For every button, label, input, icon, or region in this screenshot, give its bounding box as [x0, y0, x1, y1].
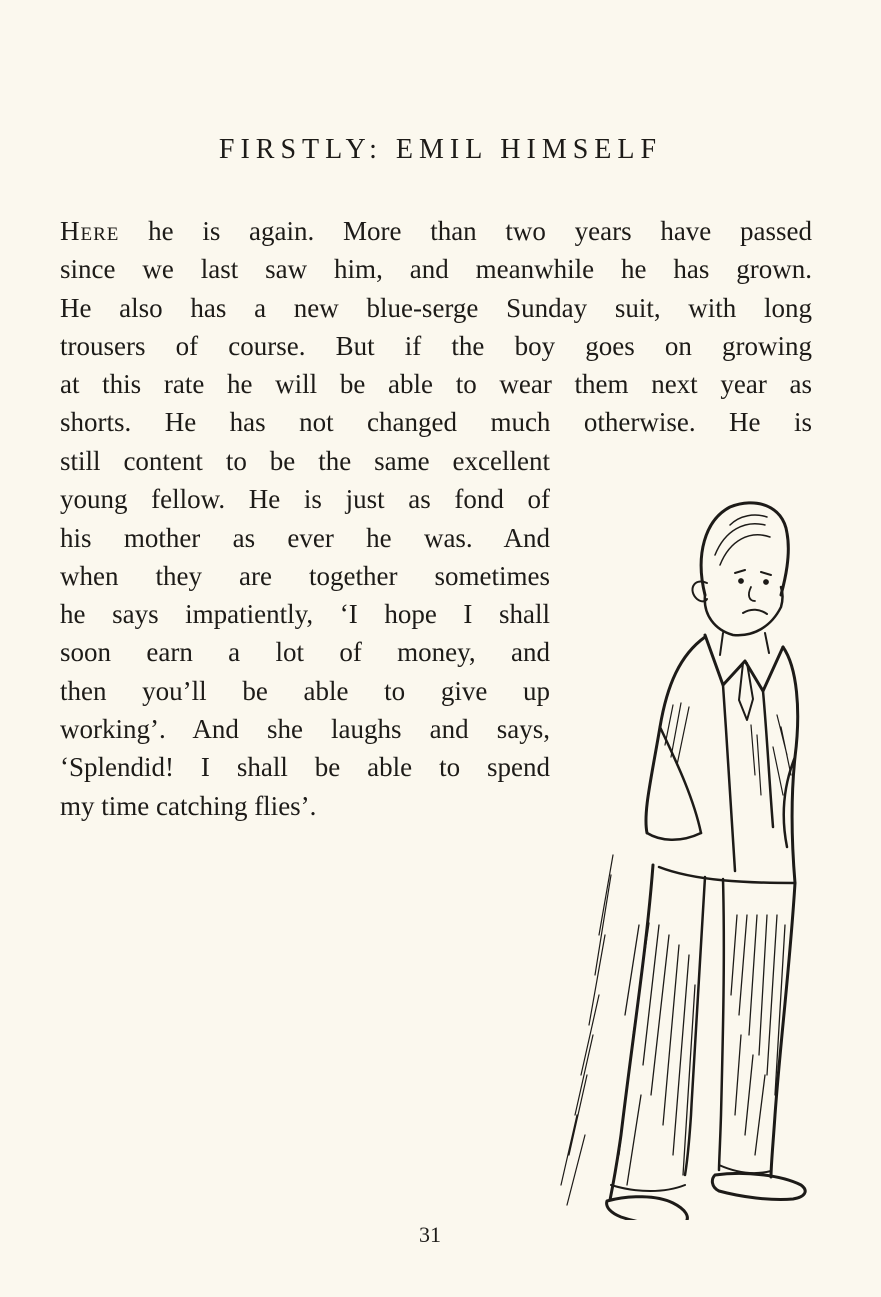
- text-line: ‘Splendid! I shall be able to spend: [60, 752, 550, 783]
- first-line-text: he is again. More than two years have passed: [119, 216, 812, 246]
- text-line: young fellow. He is just as fond of: [60, 484, 550, 515]
- paragraph-narrow-section: [60, 442, 550, 825]
- text-line: he says impatiently, ‘I hope I shall: [60, 599, 550, 630]
- text-line: soon earn a lot of money, and: [60, 637, 550, 668]
- text-line: working’. And she laughs and says,: [60, 714, 550, 745]
- text-line: He also has a new blue-serge Sunday suit, with long: [60, 292, 812, 323]
- chapter-title: FIRSTLY: EMIL HIMSELF: [218, 134, 663, 165]
- text-line: shorts. He has not changed much otherwise. He is: [60, 407, 812, 438]
- text-line: since we last saw him, and meanwhile he has grown.: [60, 254, 812, 285]
- boy-illustration: [555, 495, 815, 1220]
- paragraph-wide-section: [60, 212, 812, 442]
- text-line: trousers of course. But if the boy goes on growing: [60, 330, 812, 361]
- opening-word: Here: [60, 216, 120, 246]
- text-line: my time catching flies’.: [60, 790, 317, 821]
- text-line: when they are together sometimes: [60, 560, 550, 591]
- text-line: then you’ll be able to give up: [60, 675, 550, 706]
- text-line: his mother as ever he was. And: [60, 522, 550, 553]
- text-line: [60, 212, 812, 250]
- text-line: still content to be the same excellent: [60, 446, 550, 476]
- text-line: at this rate he will be able to wear them next year as: [60, 369, 812, 400]
- page-number: 31: [419, 1222, 441, 1247]
